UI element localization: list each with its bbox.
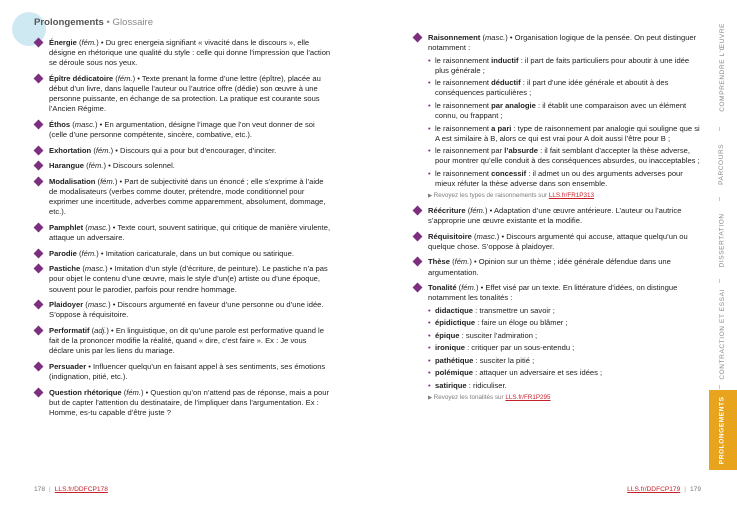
tab-divider xyxy=(719,385,720,389)
entry-term: Harangue xyxy=(49,161,85,171)
section-tabs xyxy=(709,0,737,470)
glossary-entry: Énergie (fém.) • Du grec energeia signifiant « vivacité dans le discours », elle désigne en rhétorique une qualité du style : celle qui donne l’impression que l’action se déroule sous nos yeux. xyxy=(34,38,332,69)
entry-gender: masc. xyxy=(484,33,506,42)
tab-label: COMPRENDRE L’ŒUVRE xyxy=(718,22,726,112)
glossary-entry: Pastiche (masc.) • Imitation d’un style (d’écriture, de peinture). Le pastiche n’a pas pour objet le contenu d’une œuvre, mais le style d’un(e) artiste ou d’une époque, souvent pour le parodier, parfois pour rendre hommage. xyxy=(34,264,332,295)
list-item xyxy=(428,356,700,366)
item-lead: le raisonnement xyxy=(435,78,492,88)
tab-label: PARCOURS xyxy=(718,143,726,185)
item-lead: le raisonnement xyxy=(435,168,492,178)
glossary-entry: Question rhétorique (fém.) • Question qu’on n’attend pas de réponse, mais a pour but de capter l’attention du destinataire, de l’impliquer dans l’argumentation. Ex : Homme, es-tu capable d’être juste ? xyxy=(34,388,332,419)
entry-gender: fém. xyxy=(88,161,104,171)
bullet-icon: • xyxy=(428,168,431,178)
item-key: ironique xyxy=(435,343,465,353)
item-key: a pari xyxy=(491,123,512,133)
glossary-entry: Thèse (fém.) • Opinion sur un thème ; idée générale défendue dans une argumentation. xyxy=(413,257,700,277)
entry-term: Parodie xyxy=(49,248,77,258)
item-key: par analogie xyxy=(491,100,536,110)
entry-definition: • Imitation caricaturale, dans un but comique ou satirique. xyxy=(100,248,294,258)
diamond-bullet-icon xyxy=(34,248,44,258)
entry-definition: • Texte court, souvent satirique, qui critique de manière virulente, attaque un adversaire. xyxy=(49,222,331,243)
diamond-bullet-icon xyxy=(34,387,44,397)
diamond-bullet-icon xyxy=(34,73,44,83)
item-key: polémique xyxy=(435,368,473,378)
entry-gender: fém. xyxy=(126,387,141,397)
list-item xyxy=(428,381,700,391)
bullet-icon: • xyxy=(428,146,431,156)
footer-link-right[interactable]: LLS.fr/DDFCP179 xyxy=(627,486,681,493)
raisonnement-list xyxy=(428,56,700,190)
entry-definition: • Discours argumenté en faveur d’une personne ou d’une idée. S’oppose à réquisitoire. xyxy=(49,300,324,320)
tab-section[interactable] xyxy=(709,132,737,196)
glossary-entry-tonalite: Tonalité (fém.) • Effet visé par un texte. En littérature d’idées, on distingue notamment les tonalités : • didactique : transmettre un savoir ; • épidictique : faire un éloge ou blâmer ; • épique : susciter l’admiration ; • ironique : critiquer par un sous-entendu ; • pathétique : susciter la pitié ; • polémique : attaquer un adversaire et ses idées ; • satirique : ridiculiser. ▶ Revoyez les tonalités sur LLS.fr/FR1P295 xyxy=(413,283,700,402)
list-item xyxy=(428,169,700,189)
entry-definition: • Question qu’on n’attend pas de réponse, mais a pour but de capter l’attention du destinataire, de l’impliquer dans l’argumentation. Ex : Homme, es-tu capable d’être juste ? xyxy=(49,387,329,417)
see-also-note xyxy=(428,192,700,200)
entry-term: Pamphlet xyxy=(49,222,84,232)
item-text: : susciter la pitié ; xyxy=(473,355,535,365)
list-item xyxy=(428,331,700,341)
item-key: satirique xyxy=(435,380,467,390)
item-key: épique xyxy=(435,330,460,340)
diamond-bullet-icon xyxy=(34,222,44,232)
see-text: Revoyez les types de raisonnements sur xyxy=(433,192,549,200)
see-link[interactable]: LLS.fr/FR1P313 xyxy=(548,192,594,200)
bullet-icon: • xyxy=(428,305,431,315)
glossary-entry: Réécriture (fém.) • Adaptation d’une œuvre antérieure. L’auteur ou l’autrice s’approprie une œuvre existante et la modifie. xyxy=(413,206,700,226)
bullet-icon: • xyxy=(428,55,431,65)
entry-term: Question rhétorique xyxy=(49,387,122,397)
diamond-bullet-icon xyxy=(34,361,44,371)
entry-term: Raisonnement xyxy=(428,33,481,42)
glossary-entry: Harangue (fém.) • Discours solennel. xyxy=(34,161,332,171)
list-item xyxy=(428,306,700,316)
triangle-icon: ▶ xyxy=(428,394,434,401)
entry-definition: • Effet visé par un texte. En littérature d’idées, on distingue notamment les tonalités : xyxy=(428,283,678,303)
left-page xyxy=(0,0,368,510)
tab-section[interactable] xyxy=(709,284,737,384)
entry-gender: fém. xyxy=(95,145,111,155)
entry-term: Tonalité xyxy=(428,283,457,293)
diamond-bullet-icon xyxy=(34,145,44,155)
entry-gender: fém. xyxy=(100,176,115,186)
entry-term: Réécriture xyxy=(428,206,466,216)
tab-section[interactable] xyxy=(709,202,737,278)
item-lead: le raisonnement xyxy=(435,55,492,65)
item-text: : il admet un ou des arguments adverses pour mieux réfuter la thèse adverse dans son ensemble. xyxy=(435,168,683,189)
item-lead: le raisonnement par xyxy=(435,146,505,156)
glossary-entry: Réquisitoire (masc.) • Discours argumenté qui accuse, attaque quelqu’un ou quelque chose. S’oppose à plaidoyer. xyxy=(413,232,700,252)
diamond-bullet-icon xyxy=(413,257,423,267)
diamond-bullet-icon xyxy=(34,120,44,130)
tab-divider xyxy=(719,197,720,201)
section-title: Prolongements xyxy=(34,17,104,28)
footer-bar: | xyxy=(684,486,686,493)
entry-definition: • Organisation logique de la pensée. On peut distinguer notamment : xyxy=(428,33,697,53)
entry-gender: adj. xyxy=(94,325,107,335)
glossary-entry: Pamphlet (masc.) • Texte court, souvent satirique, qui critique de manière virulente, attaque un adversaire. xyxy=(34,223,332,243)
see-also-note xyxy=(428,394,700,402)
diamond-bullet-icon xyxy=(413,283,423,293)
item-key: pathétique xyxy=(435,355,474,365)
bullet-icon: • xyxy=(428,368,431,378)
entry-definition: • Texte prenant la forme d’une lettre (épître), placée au début d’un livre, dans laquelle l’auteur ou l’autrice offre (dédie) son œuvre à une personne puissante, en échange de sa protection. La pratique est courante sous l’Ancien Régime. xyxy=(49,73,321,114)
diamond-bullet-icon xyxy=(34,161,44,171)
see-text: Revoyez les tonalités sur xyxy=(433,393,506,401)
left-column xyxy=(34,38,332,423)
entry-gender: fém. xyxy=(461,283,476,293)
tab-label: PROLONGEMENTS xyxy=(718,396,726,464)
entry-definition: • Discours argumenté qui accuse, attaque quelqu’un ou quelque chose. S’oppose à plaidoyer. xyxy=(428,231,688,251)
page-header xyxy=(34,17,153,30)
list-item xyxy=(428,318,700,328)
entry-definition: • Discours solennel. xyxy=(108,161,175,171)
item-text: : il part d’une idée générale et aboutit à des conséquences particulières ; xyxy=(435,78,669,98)
entry-term: Réquisitoire xyxy=(428,231,472,241)
list-item xyxy=(428,343,700,353)
bullet-icon: • xyxy=(428,78,431,88)
footer-right xyxy=(627,486,701,495)
see-link[interactable]: LLS.fr/FR1P295 xyxy=(505,393,551,401)
entry-gender: masc. xyxy=(84,264,106,274)
item-text: : susciter l’admiration ; xyxy=(459,330,538,340)
list-item xyxy=(428,368,700,378)
item-text: : faire un éloge ou blâmer ; xyxy=(475,318,568,328)
entry-gender: fém. xyxy=(454,257,470,267)
item-text: : il fait semblant d’accepter la thèse adverse, pour montrer qu’elle conduit à des conséquences absurdes, ou inacceptables ; xyxy=(435,146,700,166)
footer-left xyxy=(34,486,108,495)
page-number-right: 179 xyxy=(689,486,701,493)
page-number-left: 178 xyxy=(34,486,46,493)
diamond-bullet-icon xyxy=(413,33,423,43)
glossary-entry: Éthos (masc.) • En argumentation, désigne l’image que l’on veut donner de soi (celle d’une personne compétente, sincère, combative, etc.). xyxy=(34,120,332,140)
item-lead: le raisonnement xyxy=(435,100,492,110)
entry-gender: fém. xyxy=(81,248,97,258)
tab-label: DISSERTATION xyxy=(718,212,726,268)
diamond-bullet-icon xyxy=(34,300,44,310)
item-text: : transmettre un savoir ; xyxy=(472,305,555,315)
entry-term: Persuader xyxy=(49,361,87,371)
footer-link-left[interactable]: LLS.fr/DDFCP178 xyxy=(54,486,108,493)
item-key: l’absurde xyxy=(504,146,538,156)
bullet-icon: • xyxy=(428,318,431,328)
item-text: : ridiculiser. xyxy=(466,380,507,390)
entry-gender: fém. xyxy=(470,206,485,216)
list-item xyxy=(428,124,700,144)
diamond-bullet-icon xyxy=(34,176,44,186)
glossary-entry: Épître dédicatoire (fém.) • Texte prenant la forme d’une lettre (épître), placée au début d’un livre, dans laquelle l’auteur ou l’autrice offre (dédie) son œuvre à une personne puissante, en échange de sa protection. La pratique est courante sous l’Ancien Régime. xyxy=(34,74,332,115)
entry-definition: • Adaptation d’une œuvre antérieure. L’auteur ou l’autrice s’approprie une œuvre existante et la modifie. xyxy=(428,206,682,226)
bullet-icon: • xyxy=(428,330,431,340)
item-key: inductif xyxy=(491,55,519,65)
bullet-icon: • xyxy=(428,100,431,110)
entry-definition: • Influencer quelqu’un en faisant appel à ses sentiments, ses émotions (indignation, pitié, etc.). xyxy=(49,361,326,381)
list-item xyxy=(428,101,700,121)
entry-definition: • Imitation d’un style (d’écriture, de peinture). Le pastiche n’a pas pour objet le contenu d’une œuvre, mais le style d’un(e) artiste ou d’une époque, souvent pour le parodier, parfois pour rendre hommage. xyxy=(49,264,328,294)
bullet-icon: • xyxy=(428,355,431,365)
entry-definition: • Opinion sur un thème ; idée générale défendue dans une argumentation. xyxy=(428,257,671,277)
entry-gender: masc. xyxy=(74,119,96,129)
entry-definition: • Discours qui a pour but d’encourager, d’inciter. xyxy=(115,145,277,155)
glossary-entry: Performatif (adj.) • En linguistique, on dit qu’une parole est performative quand le fait de la prononcer modifie la réalité, quand « dire, c’est faire ». Ex : Je vous déclare unis par les liens du mariage. xyxy=(34,326,332,357)
entry-definition: • Du grec energeia signifiant « vivacité dans le discours », elle désigne en rhétorique une qualité du style : celle qui donne l’impression que l’action se déroule sous nos yeux. xyxy=(49,38,331,68)
entry-definition: • En linguistique, on dit qu’une parole est performative quand le fait de la prononcer modifie la réalité, quand « dire, c’est faire ». Ex : Je vous déclare unis par les liens du mariage. xyxy=(49,325,324,356)
list-item xyxy=(428,56,700,76)
entry-term: Pastiche xyxy=(49,264,81,274)
item-key: didactique xyxy=(435,305,473,315)
item-key: concessif xyxy=(491,168,527,178)
entry-term: Éthos xyxy=(49,119,71,129)
glossary-entry: Plaidoyer (masc.) • Discours argumenté en faveur d’une personne ou d’une idée. S’oppose à réquisitoire. xyxy=(34,300,332,320)
diamond-bullet-icon xyxy=(413,231,423,241)
tab-label: CONTRACTION ET ESSAI xyxy=(718,288,726,380)
entry-definition: • En argumentation, désigne l’image que l’on veut donner de soi (celle d’une personne compétente, sincère, combative, etc.). xyxy=(49,119,315,140)
diamond-bullet-icon xyxy=(34,264,44,274)
entry-gender: fém. xyxy=(117,73,133,83)
diamond-bullet-icon xyxy=(34,38,44,48)
tab-section[interactable] xyxy=(709,390,737,470)
glossary-entry: Modalisation (fém.) • Part de subjectivité dans un énoncé ; elle s’exprime à l’aide de modalisateurs (verbes comme douter, prétendre, mode conditionnel pour exprimer une incertitude, adverbes comme apparemment, absolument, dommage, etc.). xyxy=(34,177,332,218)
triangle-icon: ▶ xyxy=(428,193,434,200)
entry-term: Exhortation xyxy=(49,145,92,155)
tab-section[interactable] xyxy=(709,8,737,126)
bullet-icon: • xyxy=(428,380,431,390)
list-item xyxy=(428,78,700,98)
entry-gender: fém. xyxy=(81,38,97,47)
section-subtitle: Glossaire xyxy=(112,17,154,28)
glossary-entry: Exhortation (fém.) • Discours qui a pour but d’encourager, d’inciter. xyxy=(34,146,332,156)
item-text: : critiquer par un sous-entendu ; xyxy=(464,343,575,353)
footer-bar: | xyxy=(49,486,51,493)
header-separator: • xyxy=(106,17,110,28)
item-text: : attaquer un adversaire et ses idées ; xyxy=(472,368,603,378)
diamond-bullet-icon xyxy=(34,325,44,335)
entry-term: Modalisation xyxy=(49,176,96,186)
item-lead: le raisonnement xyxy=(435,123,492,133)
tonalite-list xyxy=(428,306,700,391)
bullet-icon: • xyxy=(428,123,431,133)
list-item xyxy=(428,146,700,166)
entry-term: Plaidoyer xyxy=(49,300,84,310)
entry-term: Épître dédicatoire xyxy=(49,73,114,83)
item-text: : il part de faits particuliers pour aboutir à une idée plus générale ; xyxy=(435,55,690,75)
item-key: déductif xyxy=(491,78,521,88)
tab-divider xyxy=(719,127,720,131)
bullet-icon: • xyxy=(428,343,431,353)
entry-gender: masc. xyxy=(87,222,109,232)
tab-divider xyxy=(719,279,720,283)
diamond-bullet-icon xyxy=(413,206,423,216)
entry-gender: masc. xyxy=(87,300,109,310)
item-text: : type de raisonnement par analogie qui souligne que si A est similaire à B, alors ce qui est vrai pour A doit aussi l’être pour B ; xyxy=(435,123,700,143)
item-text: : il établit une comparaison avec un élément connu, ou frappant ; xyxy=(435,100,687,121)
entry-term: Thèse xyxy=(428,257,450,267)
glossary-entry-raisonnement: Raisonnement (masc.) • Organisation logique de la pensée. On peut distinguer notamment : • le raisonnement inductif : il part de faits particuliers pour aboutir à une idée plus générale ; • le raisonnement déductif : il part d’une idée générale et aboutit à des conséquences particulières ; • le raisonnement par analogie : il établit une comparaison avec un élément connu, ou frappant ; • le raisonnement a pari : type de raisonnement par analogie qui souligne que si A est similaire à B, alors ce qui est vrai pour A doit aussi l’être pour B ; • le raisonnement par l’absurde : il fait semblant d’accepter la thèse adverse, pour montrer qu’elle conduit à des conséquences absurdes, ou inacceptables ; • le raisonnement concessif : il admet un ou des arguments adverses pour mieux réfuter la thèse adverse dans son ensemble. ▶ Revoyez les types de raisonnements sur LLS.fr/FR1P313 xyxy=(413,33,700,201)
glossary-entry: Parodie (fém.) • Imitation caricaturale, dans un but comique ou satirique. xyxy=(34,249,332,259)
entry-term: Énergie xyxy=(49,38,77,47)
entry-term: Performatif xyxy=(49,325,90,335)
entry-gender: masc. xyxy=(476,231,497,241)
right-column xyxy=(413,33,700,408)
glossary-entry xyxy=(34,362,332,382)
item-key: épidictique xyxy=(435,318,476,328)
entry-definition: • Part de subjectivité dans un énoncé ; elle s’exprime à l’aide de modalisateurs (verbes comme douter, prétendre, mode conditionnel pour exprimer une incertitude, adverbes comme apparemment, absolument, dommage, etc.). xyxy=(49,176,326,217)
